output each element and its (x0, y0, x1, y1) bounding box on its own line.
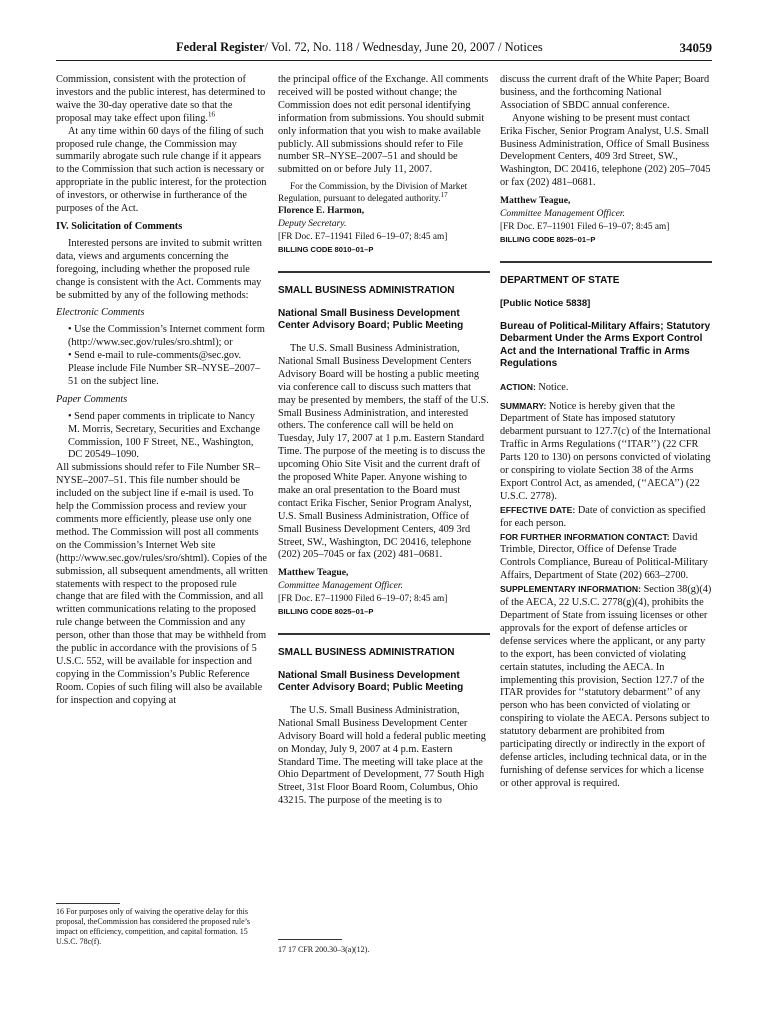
signer-title: Committee Management Officer. (500, 208, 625, 220)
authority-line (278, 182, 490, 205)
paragraph: The U.S. Small Business Administration, National Small Business Development Centers Advisory Board will be hosting a public meeting via conference call to discuss such matters that may be presented by members, the staff of the U.S. Small Business Administration, and interested others. The conference call will be held on Tuesday, July 17, 2007 at 1 p.m. Eastern Standard Time. The purpose of the meeting is to discuss the upcoming Ohio Site Visit and the current draft of the proposed White Paper. Anyone wishing to make an oral presentation to the Board must contact Erika Fischer, Senior Program Analyst, U.S. Small Business Administration, Office of Small Business Development Centers, 409 3rd Street, SW., Washington, DC 20416, telephone (202) 205–7045 or fax (202) 481–0681. (278, 342, 489, 561)
column-3 (500, 74, 712, 1014)
signer-name: Florence E. Harmon, (278, 205, 365, 217)
header-info: / Vol. 72, No. 118 / Wednesday, June 20, 2007 / Notices (264, 40, 543, 54)
contact-label: FOR FURTHER INFORMATION CONTACT: (500, 531, 670, 542)
notice-subject: National Small Business Development Center Advisory Board; Public Meeting (278, 669, 464, 694)
paragraph (56, 74, 268, 126)
fr-doc-line: [FR Doc. E7–11900 Filed 6–19–07; 8:45 am] (278, 594, 448, 605)
contact-paragraph (500, 531, 712, 584)
paragraph: discuss the current draft of the White Paper; Board business, and the forthcoming National Association of SBDC annual conference. (500, 74, 710, 111)
agency-name: SMALL BUSINESS ADMINISTRATION (278, 647, 455, 658)
authority-text: For the Commission, by the Division of Market Regulation, pursuant to delegated authority. (278, 182, 468, 204)
signer-name: Matthew Teague, (278, 567, 349, 579)
effective-date-paragraph (500, 504, 712, 531)
billing-code: BILLING CODE 8025–01–P (500, 234, 596, 244)
notice-separator (500, 261, 712, 263)
fr-doc-line: [FR Doc. E7–11901 Filed 6–19–07; 8:45 am] (500, 221, 670, 232)
supplementary-paragraph (500, 583, 712, 791)
paragraph: The U.S. Small Business Administration, National Small Business Development Center Advisory Board will hold a federal public meeting on Monday, July 9, 2007 at 4 p.m. Eastern Standard Time. The meeting will take place at the Ohio Department of Development, 77 South High Street, 31st Floor Board Room, Columbus, Ohio 43215. The purpose of the meeting is to (278, 704, 486, 807)
section-heading: IV. Solicitation of Comments (56, 220, 183, 232)
footnote-ref: 17 (440, 190, 448, 199)
subsection-heading: Paper Comments (56, 393, 128, 405)
action-line (500, 381, 712, 395)
contact-text: David Trimble, Director, Office of Defense Trade Controls Compliance, Bureau of Political-Military Affairs, Department of State (202) 663–2700. (500, 531, 708, 582)
paragraph-text: Commission, consistent with the protection of investors and the public interest, has determined to waive the 30-day operative date so that the proposal may take effect upon filing. (56, 74, 266, 124)
summary-label: SUMMARY: (500, 400, 547, 411)
supplementary-label: SUPPLEMENTARY INFORMATION: (500, 584, 641, 595)
agency-name: DEPARTMENT OF STATE (500, 274, 620, 286)
subsection-heading: Electronic Comments (56, 307, 145, 319)
action-text: Notice. (538, 381, 569, 393)
notice-separator (278, 633, 490, 635)
paragraph: Anyone wishing to be present must contact Erika Fischer, Senior Program Analyst, U.S. Small Business Administration, Office of Small Business Development Centers, 409 3rd Street, SW., Washington, DC 20416, telephone (202) 205–7045 or fax (202) 481–0681. (500, 112, 711, 189)
footnote-rule (278, 939, 342, 940)
summary-paragraph (500, 400, 712, 504)
notice-separator (278, 271, 490, 273)
bullet-item: • Use the Commission’s Internet comment form (http://www.sec.gov/rules/sro.shtml); or (68, 324, 265, 349)
paragraph: At any time within 60 days of the filing of such proposed rule change, the Commission may summarily abrogate such rule change if it appears to the Commission that such action is necessary or appropriate in the public interest, for the protection of investors, or otherwise in furtherance of the purposes of the Act. (56, 125, 267, 215)
supplementary-text: Section 38(g)(4) of the AECA, 22 U.S.C. 2778(g)(4), prohibits the Department of State from issuing licenses or other approvals for the export of defense articles or defense services where the applicant, or any party to the export, has been convicted of violating certain statutes, including the AECA. In implementing this provision, Section 127.7 of the ITAR provides for ‘‘statutory debarment’’ of any person who has been convicted of violating or conspiring to violate the AECA. Persons subject to statutory debarment are prohibited from participating directly or indirectly in the export of defense articles, including technical data, or in the furnishing of defense services for which a license or other approval is required. (500, 584, 712, 789)
page-number: 34059 (679, 40, 712, 55)
fr-doc-line: [FR Doc. E7–11941 Filed 6–19–07; 8:45 am] (278, 232, 448, 243)
agency-name: SMALL BUSINESS ADMINISTRATION (278, 285, 455, 297)
footnote-rule (56, 903, 120, 904)
column-2 (278, 74, 490, 1014)
billing-code: BILLING CODE 8010–01–P (278, 245, 374, 255)
paragraph: the principal office of the Exchange. All comments received will be posted without change; the Commission does not edit personal identifying information from submissions. You should submit only information that you wish to make available publicly. All submissions should refer to File number SR–NYSE–2007–51 and should be submitted on or before July 11, 2007. (278, 74, 489, 176)
action-label: ACTION: (500, 381, 536, 392)
header-title: Federal Register (176, 40, 265, 54)
paragraph: All submissions should refer to File Number SR–NYSE–2007–51. This file number should be included on the subject line if e-mail is used. To help the Commission process and review your comments more efficiently, please use only one method. The Commission will post all comments on the Commission’s Internet Web site (http://www.sec.gov/rules/sro/shtml). Copies of the submission, all subsequent amendments, all written statements with respect to the proposed rule change that are filed with the Commission, and all written communications relating to the proposed rule change between the Commission and any person, other than those that may be withheld from the public in accordance with the provisions of 5 U.S.C. 552, will be available for inspection and copying in the Commission’s Public Reference Room. Copies of such filing will also be available for inspection and copying at (56, 462, 268, 706)
notice-subject: Bureau of Political-Military Affairs; Statutory Debarment Under the Arms Export Control Act and the International Traffic in Arms Regulations (500, 320, 711, 370)
header-citation (176, 40, 543, 55)
bullet-item: • Send e-mail to rule-comments@sec.gov. Please include File Number SR–NYSE–2007–51 on the subject line. (68, 350, 261, 387)
bullet-item: • Send paper comments in triplicate to Nancy M. Morris, Secretary, Securities and Exchange Commission, 100 F Street, NE., Washington, DC 20549–1090. (68, 410, 261, 461)
effective-date-label: EFFECTIVE DATE: (500, 504, 576, 515)
notice-subject: National Small Business Development Center Advisory Board; Public Meeting (278, 307, 464, 332)
effective-date-text: Date of conviction as specified for each person. (500, 504, 706, 529)
public-notice-number: [Public Notice 5838] (500, 297, 591, 309)
page-header (56, 40, 712, 60)
signer-name: Matthew Teague, (500, 195, 571, 207)
paragraph: Interested persons are invited to submit written data, views and arguments concerning the foregoing, including whether the proposed rule change is consistent with the Act. Comments may be submitted by any of the following methods: (56, 237, 262, 301)
footnote: 16 For purposes only of waiving the operative delay for this proposal, theCommission has considered the proposed rule’s impact on efficiency, competition, and capital formation. 15 U.S.C. 78c(f). (56, 907, 250, 946)
footnote: 17 17 CFR 200.30–3(a)(12). (278, 945, 370, 954)
summary-text: Notice is hereby given that the Department of State has imposed statutory debarment pursuant to 127.7(c) of the International Traffic in Arms Regulations (‘‘ITAR’’) (22 CFR Parts 120 to 130) on persons convicted of violating or conspiring to violate Section 38 of the Arms Export Control Act, as amended, (‘‘AECA’’) (22 U.S.C. 2778). (500, 400, 711, 502)
column-1 (56, 74, 268, 1014)
billing-code: BILLING CODE 8025–01–P (278, 607, 374, 617)
footnote-ref: 16 (207, 110, 215, 119)
signer-title: Committee Management Officer. (278, 580, 403, 592)
header-rule (56, 60, 712, 61)
signer-title: Deputy Secretary. (278, 218, 347, 230)
